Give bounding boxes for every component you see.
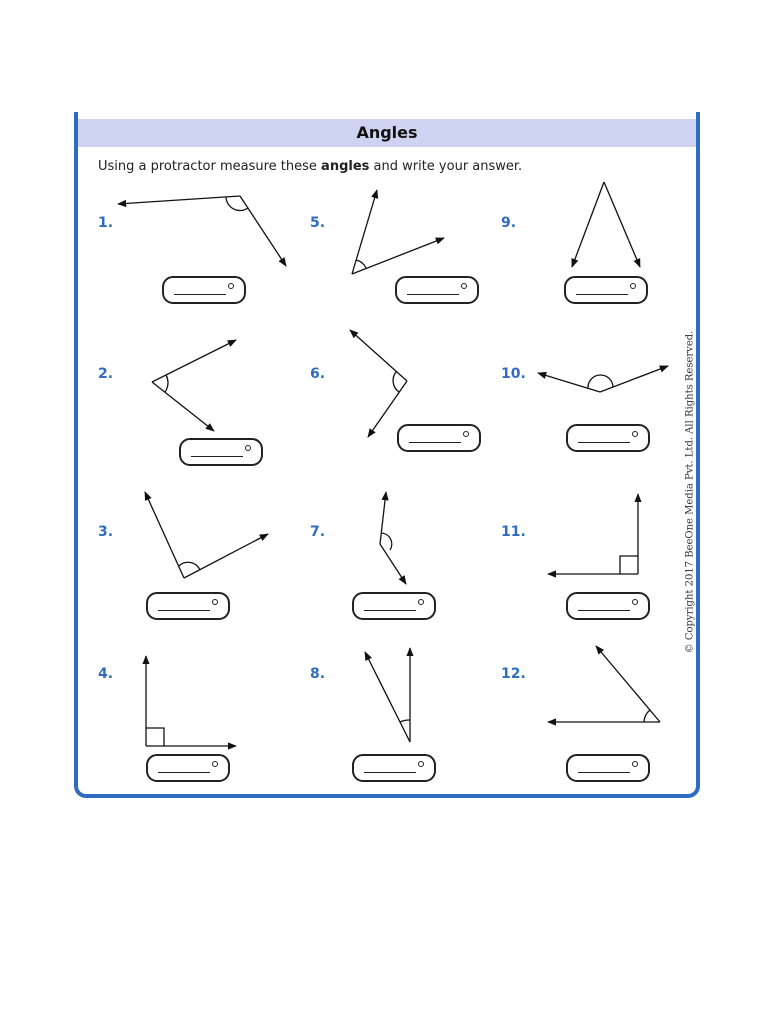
instruction-suffix: and write your answer.	[369, 159, 523, 174]
angle-figure-1	[118, 196, 286, 266]
angle-figure-12	[548, 646, 660, 722]
problem-number-7: 7.	[310, 524, 326, 540]
angle-figure-3	[145, 492, 268, 578]
problem-number-8: 8.	[310, 666, 326, 682]
problem-number-12: 12.	[501, 666, 526, 682]
problem-number-3: 3.	[98, 524, 114, 540]
angle-figure-10	[538, 366, 668, 392]
problem-number-1: 1.	[98, 215, 114, 231]
angle-figure-6	[350, 330, 407, 437]
angle-figure-11	[548, 494, 638, 574]
instruction-bold: angles	[321, 159, 370, 174]
angle-figure-4	[146, 656, 236, 746]
problem-number-5: 5.	[310, 215, 326, 231]
copyright-notice: © Copyright 2017 BeeOne Media Pvt. Ltd. All Rights Reserved.	[684, 330, 696, 654]
problem-number-2: 2.	[98, 366, 114, 382]
problem-number-11: 11.	[501, 524, 526, 540]
problem-number-6: 6.	[310, 366, 326, 382]
angle-figure-2	[152, 340, 236, 431]
angle-figure-8	[365, 648, 410, 742]
angle-figure-7	[380, 492, 406, 584]
problem-number-4: 4.	[98, 666, 114, 682]
angle-figure-5	[352, 190, 444, 274]
worksheet-title: Angles	[356, 123, 418, 142]
problem-number-10: 10.	[501, 366, 526, 382]
angle-figure-9	[572, 182, 640, 267]
instruction-prefix: Using a protractor measure these	[98, 159, 322, 174]
problem-number-9: 9.	[501, 215, 517, 231]
